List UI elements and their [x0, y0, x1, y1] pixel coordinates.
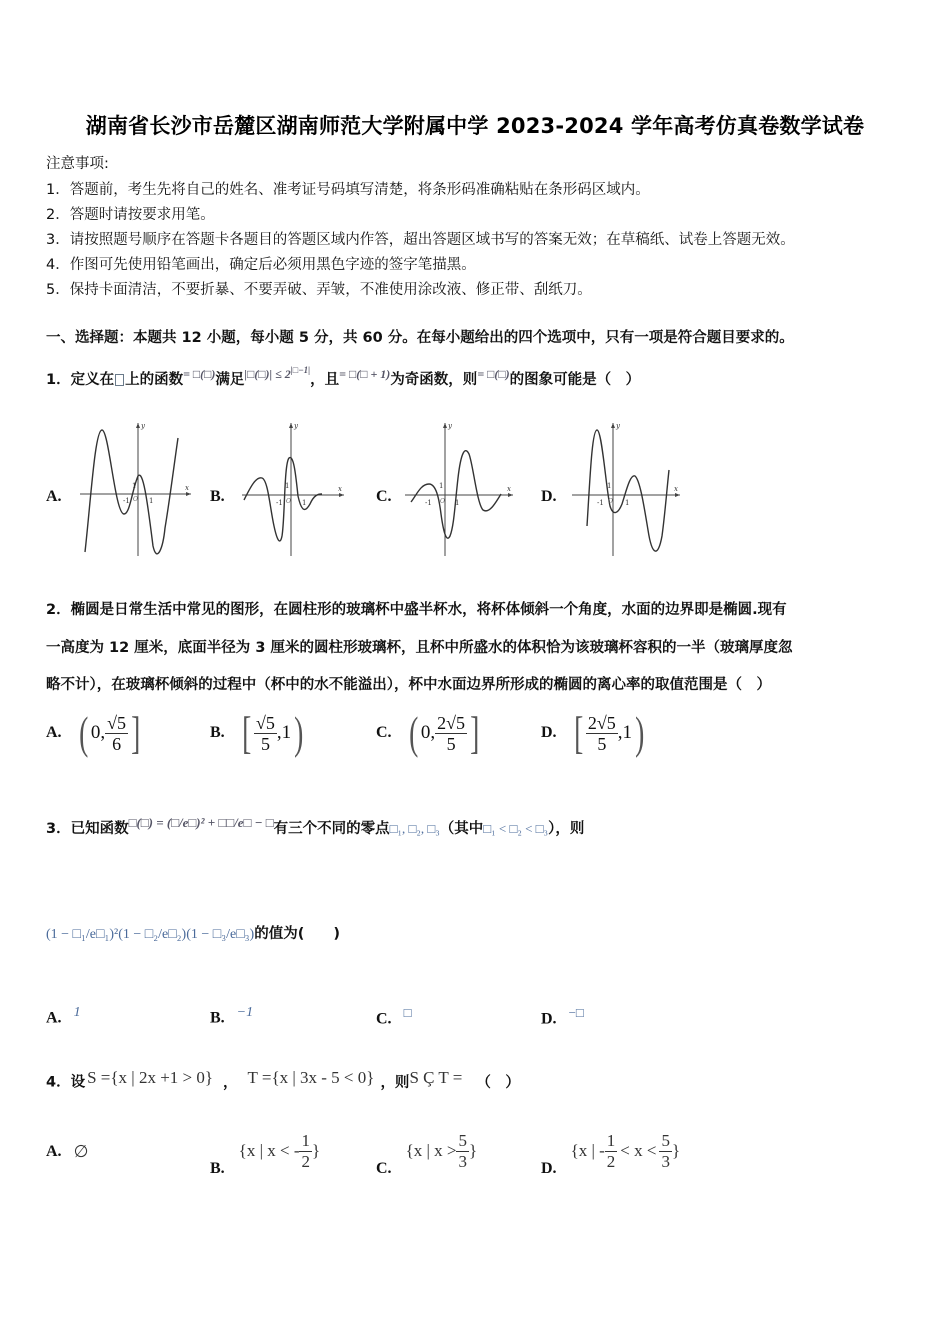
- question-2-line-2: 一高度为 12 厘米，底面半径为 3 厘米的圆柱形玻璃杯，且杯中所盛水的体积恰为该玻璃杯容积的一半（玻璃厚度忽: [46, 640, 793, 656]
- q4-option-b[interactable]: B. {x | x < - $\frac{1}{2}$ }: [210, 1130, 321, 1177]
- q4-option-a[interactable]: A. ∅: [46, 1142, 89, 1161]
- svg-text:O: O: [286, 498, 291, 505]
- q2-option-a[interactable]: A. ( 0, $\frac{√5}{6}$ ]: [46, 707, 141, 758]
- graph-b[interactable]: [240, 418, 350, 558]
- math-expression: = □(□): [183, 367, 216, 381]
- question-4: 4．设 S ={x | 2x +1 > 0} ， T ={x | 3x - 5 < 0} ，则S Ç T = （ ）: [46, 1068, 520, 1091]
- svg-text:O: O: [133, 496, 138, 503]
- graph-c[interactable]: [403, 418, 518, 558]
- svg-text:y: y: [141, 422, 145, 430]
- svg-text:1: 1: [285, 482, 290, 490]
- svg-text:1: 1: [132, 482, 137, 490]
- svg-text:y: y: [616, 422, 620, 430]
- note-2: 2．答题时请按要求用笔。: [46, 207, 215, 223]
- option-a-label[interactable]: A.: [46, 488, 62, 505]
- note-4: 4．作图可先使用铅笔画出，确定后必须用黑色字迹的签字笔描黑。: [46, 257, 476, 273]
- q4-option-c[interactable]: C. {x | x > $\frac{5}{3}$ }: [376, 1130, 478, 1177]
- graph-d[interactable]: [570, 418, 685, 558]
- option-c-label[interactable]: C.: [376, 488, 392, 505]
- svg-text:1: 1: [455, 499, 460, 507]
- svg-text:O: O: [440, 498, 445, 505]
- q3-option-d[interactable]: D. −□: [541, 1005, 584, 1028]
- svg-text:x: x: [674, 485, 678, 493]
- svg-text:1: 1: [439, 482, 444, 490]
- math-expression: |□(□)| ≤ 2|□−1|: [244, 365, 311, 381]
- function-formula: □(□) = (□/e□)² + □□/e□ − □: [128, 815, 274, 830]
- svg-text:1: 1: [302, 499, 307, 507]
- q3-option-c[interactable]: C. □: [376, 1005, 412, 1028]
- svg-text:1: 1: [149, 497, 154, 505]
- section-heading: 一、选择题：本题共 12 小题，每小题 5 分，共 60 分。在每小题给出的四个选项中，只有一项是符合题目要求的。: [46, 330, 794, 346]
- svg-text:x: x: [507, 485, 511, 493]
- zeros-list: □₁, □₂, □₃: [389, 820, 440, 836]
- question-1: 1．定义在 上的函数= □(□)满足$^{|□(□)| \le 2^{|□-1|}}$，且$^{= □(□ + 1)}$为奇函数，则= □(□)的图象可能是（ ）: [46, 365, 641, 388]
- question-number: 1．: [46, 371, 71, 388]
- svg-text:-1: -1: [425, 499, 432, 507]
- svg-text:-1: -1: [123, 497, 130, 505]
- notes-heading: 注意事项:: [46, 156, 109, 172]
- svg-text:x: x: [338, 485, 342, 493]
- question-3: 3．已知函数□(□) = (□/e□)² + □□/e□ − □有三个不同的零点□₁, □₂, □₃（其中□₁ < □₂ < □₃），则: [46, 815, 585, 837]
- option-b-label[interactable]: B.: [210, 488, 225, 505]
- q2-option-c[interactable]: C. ( 0, $\frac{2√5}{5}$ ]: [376, 707, 480, 758]
- note-3: 3．请按照题号顺序在答题卡各题目的答题区域内作答，超出答题区域书写的答案无效；在草稿纸、试卷上答题无效。: [46, 232, 795, 248]
- note-5: 5．保持卡面清洁，不要折暴、不要弄破、弄皱，不准使用涂改液、修正带、刮纸刀。: [46, 282, 592, 298]
- question-3-expression: (1 − □₁/e□₁)²(1 − □₂/e□₂)(1 − □₃/e□₃)的值为( ): [46, 926, 340, 942]
- intersection: S Ç T =: [409, 1068, 463, 1087]
- svg-text:y: y: [448, 422, 452, 430]
- q2-option-b[interactable]: B. [ $\frac{√5}{5}$ ,1 ): [210, 707, 304, 758]
- q2-option-d[interactable]: D. [ $\frac{2√5}{5}$ ,1 ): [541, 707, 645, 758]
- math-expression: = □(□ + 1): [339, 367, 391, 381]
- question-2-line-1: 2．椭圆是日常生活中常见的图形，在圆柱形的玻璃杯中盛半杯水，将杯体倾斜一个角度，水面的边界即是椭圆.现有: [46, 602, 787, 618]
- q3-option-a[interactable]: A. 1: [46, 1005, 81, 1027]
- option-d-label[interactable]: D.: [541, 488, 557, 505]
- svg-text:x: x: [185, 484, 189, 492]
- graph-a[interactable]: [75, 418, 195, 558]
- product-expression: (1 − □₁/e□₁)²(1 − □₂/e□₂)(1 − □₃/e□₃): [46, 927, 255, 942]
- svg-text:y: y: [294, 422, 298, 430]
- note-1: 1．答题前，考生先将自己的姓名、准考证号码填写清楚，将条形码准确粘贴在条形码区域内。: [46, 182, 650, 198]
- set-t: T ={x | 3x - 5 < 0}: [247, 1068, 375, 1087]
- q3-option-b[interactable]: B. −1: [210, 1005, 254, 1027]
- empty-set-icon: ∅: [73, 1142, 89, 1161]
- svg-text:O: O: [608, 498, 613, 505]
- q4-option-d[interactable]: D. {x | - $\frac{1}{2}$ < x < $\frac{5}{3}$ }: [541, 1130, 681, 1177]
- math-placeholder: [115, 374, 124, 386]
- svg-text:-1: -1: [597, 499, 604, 507]
- math-expression: = □(□): [477, 367, 510, 381]
- set-s: S ={x | 2x +1 > 0}: [87, 1068, 214, 1087]
- zeros-order: □₁ < □₂ < □₃: [483, 820, 549, 836]
- page-title: 湖南省长沙市岳麓区湖南师范大学附属中学 2023-2024 学年高考仿真卷数学试卷: [85, 114, 865, 138]
- svg-text:1: 1: [607, 482, 612, 490]
- svg-text:-1: -1: [276, 499, 283, 507]
- question-2-line-3: 略不计），在玻璃杯倾斜的过程中（杯中的水不能溢出），杯中水面边界所形成的椭圆的离心率的取值范围是（ ）: [46, 677, 771, 693]
- svg-text:1: 1: [625, 499, 630, 507]
